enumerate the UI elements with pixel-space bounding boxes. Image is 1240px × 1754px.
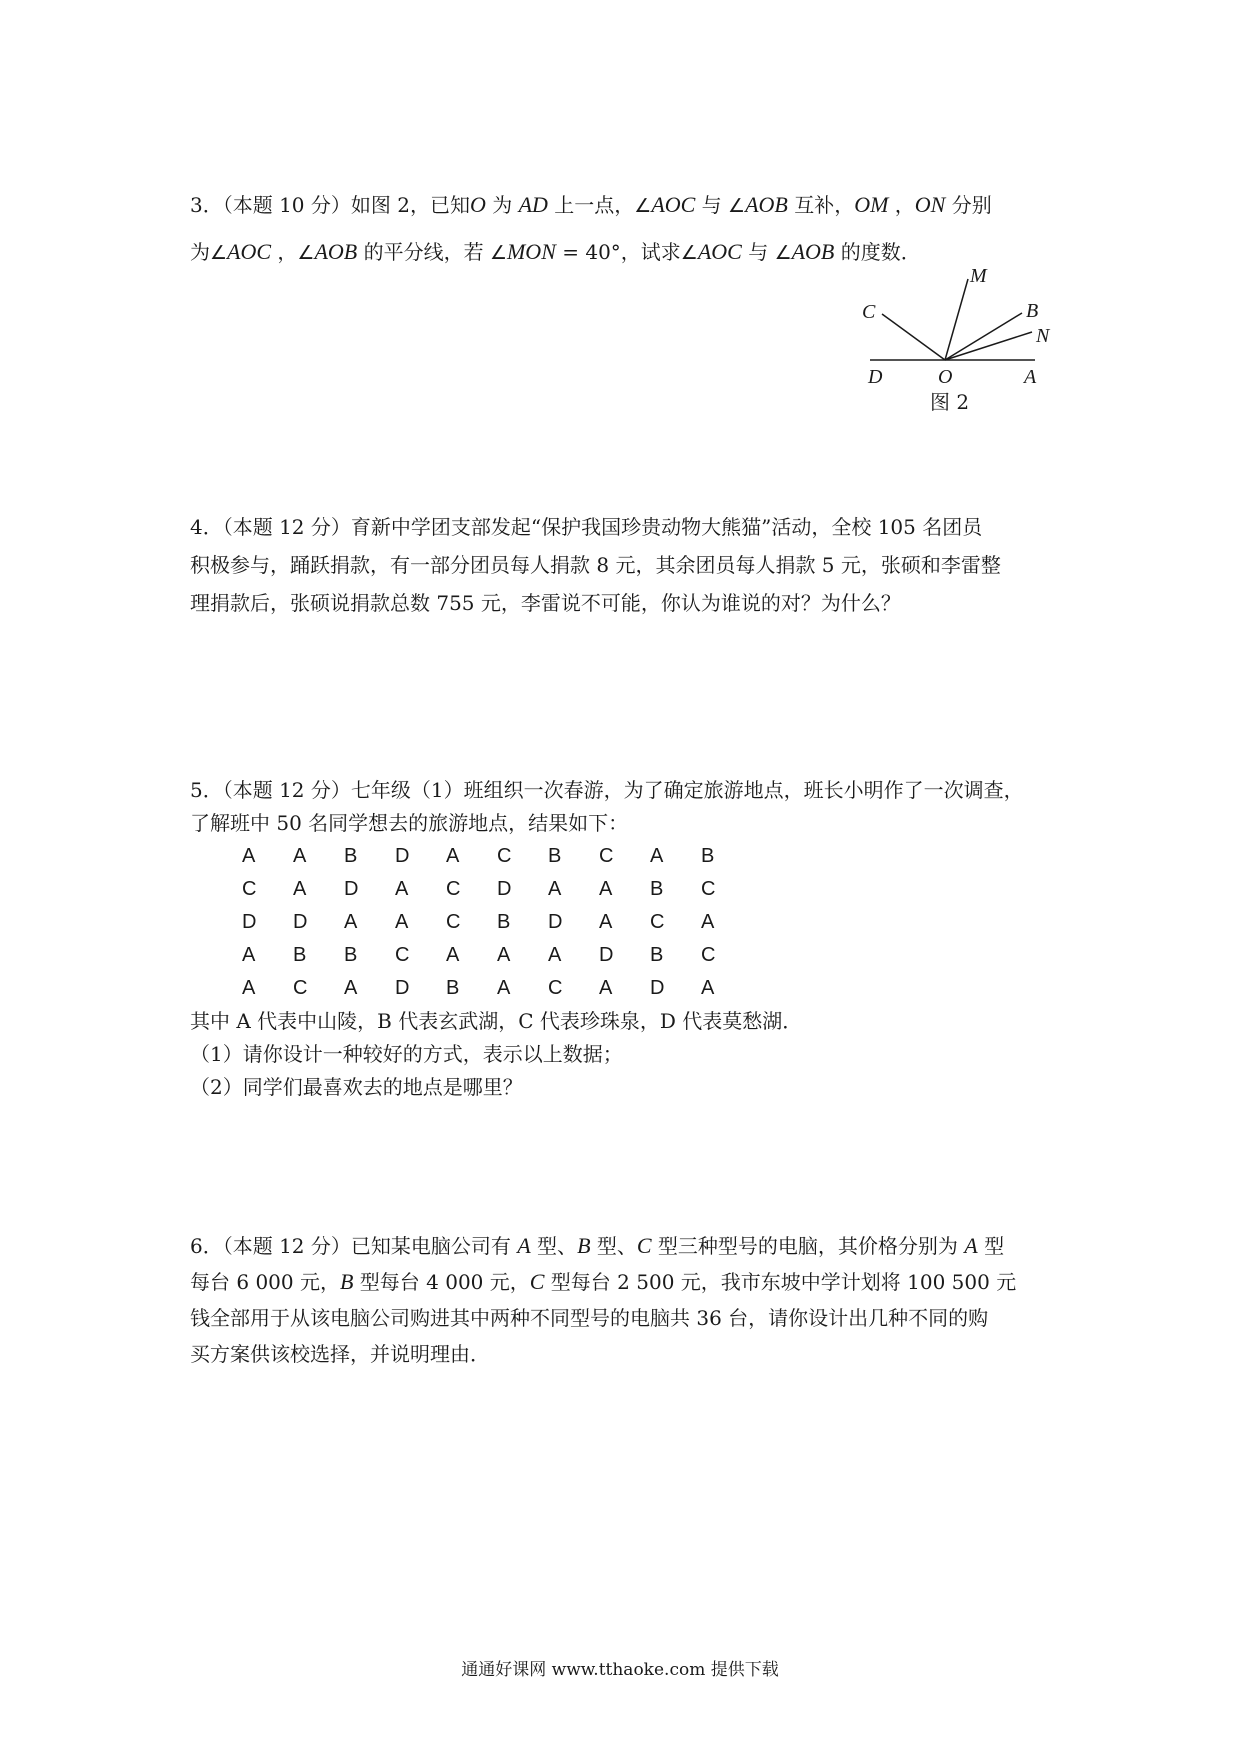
label-n: N xyxy=(1036,325,1050,347)
q6-line-2: 每台 6 000 元，B 型每台 4 000 元，C 型每台 2 500 元，我市东坡中学计划将 100 500 元 xyxy=(190,1269,1017,1294)
grid-cell: A xyxy=(701,977,715,999)
grid-row xyxy=(242,939,752,972)
page-footer: 通通好课网 www.tthaoke.com 提供下载 xyxy=(461,1660,779,1680)
grid-cell: A xyxy=(344,977,358,999)
figure-caption: 图 2 xyxy=(930,390,970,414)
angle-figure xyxy=(850,262,1080,422)
grid-cell: A xyxy=(548,944,562,966)
q5-part: （2）同学们最喜欢去的地点是哪里？ xyxy=(190,1075,523,1099)
grid-cell: B xyxy=(344,944,358,966)
grid-cell: A xyxy=(599,878,613,900)
question-4 xyxy=(190,508,1070,622)
ray-oc xyxy=(882,314,945,360)
grid-cell: A xyxy=(242,944,256,966)
q6-line-4: 买方案供该校选择，并说明理由． xyxy=(190,1342,490,1366)
grid-cell: B xyxy=(548,845,562,867)
grid-cell: D xyxy=(599,944,614,966)
grid-cell: D xyxy=(650,977,665,999)
grid-cell: A xyxy=(497,944,511,966)
grid-cell: C xyxy=(701,944,716,966)
grid-row xyxy=(242,840,752,873)
label-o: O xyxy=(938,366,953,388)
q5-legend: 其中 A 代表中山陵，B 代表玄武湖，C 代表珍珠泉，D 代表莫愁湖． xyxy=(190,1009,803,1033)
q5-intro: 5．（本题 12 分）七年级（1）班组织一次春游，为了确定旅游地点，班长小明作了一次调查， xyxy=(190,778,1024,802)
grid-cell: C xyxy=(650,911,665,933)
grid-cell: A xyxy=(446,944,460,966)
grid-row xyxy=(242,972,752,1005)
label-d: D xyxy=(868,366,883,388)
q6-line-1: 6．（本题 12 分）已知某电脑公司有 A 型、B 型、C 型三种型号的电脑，其价格分别为 A 型 xyxy=(190,1233,1005,1258)
q3-line-2: 为∠AOC ，∠AOB 的平分线，若 ∠MON = 40°，试求∠AOC 与 ∠AOB 的度数． xyxy=(190,239,921,264)
q4-line: 4．（本题 12 分）育新中学团支部发起“保护我国珍贵动物大熊猫”活动，全校 105 名团员 xyxy=(190,515,983,539)
q4-line: 积极参与，踊跃捐款，有一部分团员每人捐款 8 元，其余团员每人捐款 5 元，张硕和李雷整 xyxy=(190,553,1001,577)
grid-cell: A xyxy=(701,911,715,933)
grid-cell: D xyxy=(395,977,410,999)
grid-cell: A xyxy=(599,977,613,999)
grid-cell: B xyxy=(344,845,358,867)
grid-cell: D xyxy=(344,878,359,900)
q3-line-1: 3．（本题 10 分）如图 2，已知O 为 AD 上一点，∠AOC 与 ∠AOB 互补，OM ，ON 分别 xyxy=(190,192,992,217)
grid-cell: A xyxy=(599,911,613,933)
grid-cell: A xyxy=(293,845,307,867)
grid-cell: C xyxy=(293,977,308,999)
label-m: M xyxy=(970,265,987,287)
grid-cell: B xyxy=(701,845,715,867)
ray-on xyxy=(945,332,1032,360)
grid-cell: C xyxy=(395,944,410,966)
grid-cell: B xyxy=(293,944,307,966)
label-b: B xyxy=(1026,300,1039,322)
grid-cell: A xyxy=(242,977,256,999)
grid-row xyxy=(242,873,752,906)
grid-cell: A xyxy=(446,845,460,867)
grid-cell: A xyxy=(650,845,664,867)
grid-cell: D xyxy=(293,911,308,933)
q5-intro: 了解班中 50 名同学想去的旅游地点，结果如下： xyxy=(190,811,629,835)
grid-cell: B xyxy=(650,878,664,900)
grid-cell: D xyxy=(242,911,257,933)
label-c: C xyxy=(862,301,876,323)
q4-line: 理捐款后，张硕说捐款总数 755 元，李雷说不可能，你认为谁说的对？为什么？ xyxy=(190,591,901,615)
grid-cell: C xyxy=(701,878,716,900)
grid-cell: A xyxy=(548,878,562,900)
survey-grid xyxy=(242,840,752,1005)
grid-cell: A xyxy=(242,845,256,867)
grid-cell: A xyxy=(344,911,358,933)
grid-cell: C xyxy=(446,911,461,933)
grid-cell: D xyxy=(548,911,563,933)
grid-cell: C xyxy=(548,977,563,999)
q6-line-3: 钱全部用于从该电脑公司购进其中两种不同型号的电脑共 36 台，请你设计出几种不同的购 xyxy=(190,1306,989,1330)
q5-part: （1）请你设计一种较好的方式，表示以上数据； xyxy=(190,1042,623,1066)
grid-cell: B xyxy=(497,911,511,933)
grid-cell: D xyxy=(497,878,512,900)
grid-cell: C xyxy=(446,878,461,900)
grid-cell: D xyxy=(395,845,410,867)
grid-cell: A xyxy=(293,878,307,900)
grid-cell: C xyxy=(599,845,614,867)
grid-cell: A xyxy=(497,977,511,999)
grid-cell: C xyxy=(242,878,257,900)
grid-cell: A xyxy=(395,911,409,933)
grid-row xyxy=(242,906,752,939)
question-6 xyxy=(190,1228,1070,1372)
grid-cell: C xyxy=(497,845,512,867)
grid-cell: B xyxy=(446,977,460,999)
grid-cell: B xyxy=(650,944,664,966)
grid-cell: A xyxy=(395,878,409,900)
question-5 xyxy=(190,774,1070,1104)
label-a: A xyxy=(1024,366,1037,388)
